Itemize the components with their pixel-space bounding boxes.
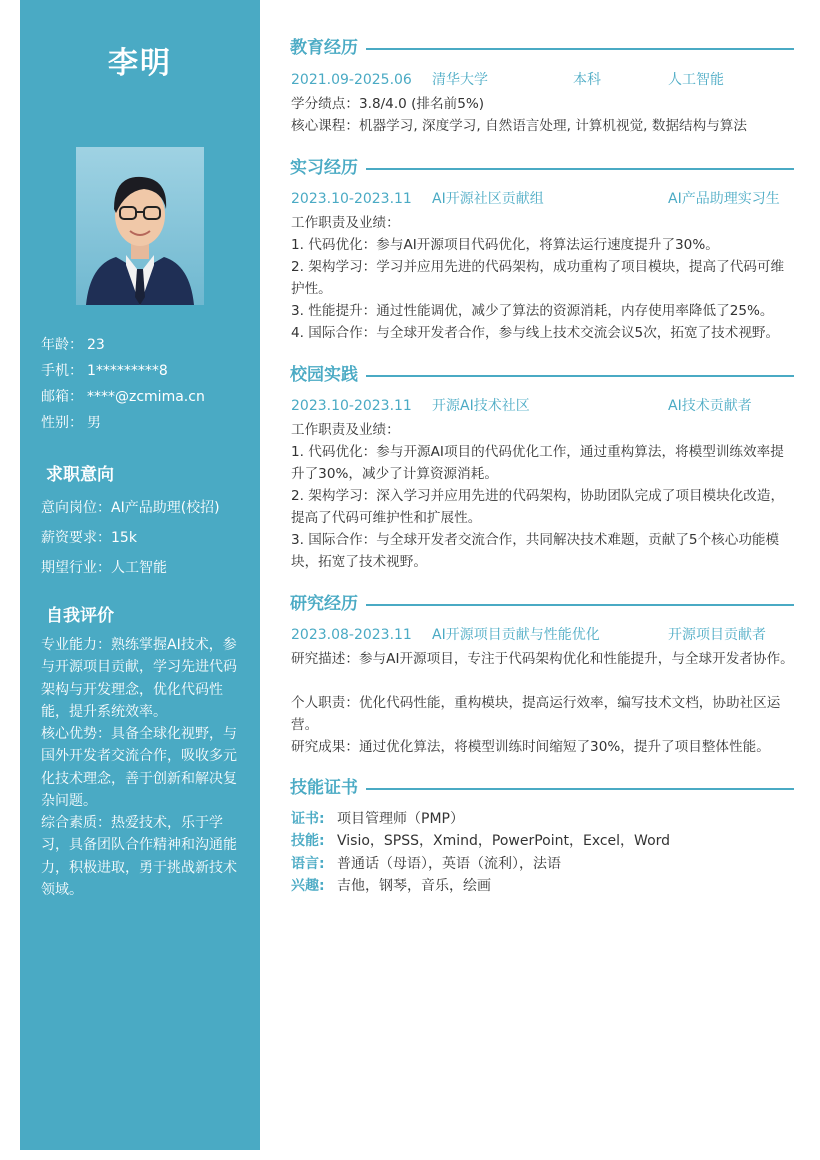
education-header bbox=[290, 36, 794, 60]
research-project: AI开源项目贡献与性能优化 bbox=[432, 627, 600, 643]
self-eval-title: 自我评价 bbox=[46, 606, 114, 626]
internship-header bbox=[290, 156, 794, 180]
profile-photo bbox=[76, 147, 204, 305]
research-line: 研究描述：参与AI开源项目，专注于代码架构优化和性能提升，与全球开发者协作。 bbox=[291, 651, 794, 667]
research-line: 研究成果：通过优化算法，将模型训练时间缩短了30%，提升了项目整体性能。 bbox=[291, 739, 770, 755]
skill-row-hobby: 兴趣: 吉他，钢琴，音乐，绘画 bbox=[291, 878, 491, 894]
intent-industry: 期望行业：人工智能 bbox=[41, 560, 167, 576]
internship-line: 3. 性能提升：通过性能调优，减少了算法的资源消耗，内存使用率降低了25%。 bbox=[291, 303, 774, 319]
internship-line: 4. 国际合作：与全球开发者合作，参与线上技术交流会议5次，拓宽了技术视野。 bbox=[291, 325, 780, 341]
section-title: 校园实践 bbox=[290, 363, 366, 387]
education-school: 清华大学 bbox=[432, 72, 488, 88]
sidebar bbox=[20, 0, 260, 1150]
intent-position: 意向岗位：AI产品助理(校招) bbox=[41, 500, 220, 516]
education-date: 2021.09-2025.06 bbox=[291, 72, 412, 88]
research-date: 2023.08-2023.11 bbox=[291, 627, 412, 643]
internship-date: 2023.10-2023.11 bbox=[291, 191, 412, 207]
campus-org: 开源AI技术社区 bbox=[432, 398, 530, 414]
education-gpa: 学分绩点：3.8/4.0 (排名前5%) bbox=[291, 96, 485, 112]
internship-org: AI开源社区贡献组 bbox=[432, 191, 544, 207]
self-eval-paragraph: 核心优势：具备全球化视野，与国外开发者交流合作，吸收多元化技术理念，善于创新和解决复杂问题。 bbox=[41, 726, 237, 809]
campus-line: 2. 架构学习：深入学习并应用先进的代码架构，协助团队完成了项目模块化改造，提高了代码可维护性和扩展性。 bbox=[291, 488, 785, 527]
research-line: 个人职责：优化代码性能，重构模块，提高运行效率，编写技术文档，协助社区运营。 bbox=[291, 695, 781, 734]
candidate-name: 李明 bbox=[108, 46, 172, 81]
skill-row-language: 语言: 普通话（母语），英语（流利），法语 bbox=[291, 856, 561, 872]
skill-row-tools: 技能: Visio，SPSS，Xmind，PowerPoint，Excel，Word bbox=[291, 833, 671, 849]
info-age: 年龄： 23 bbox=[41, 337, 105, 353]
campus-line: 工作职责及业绩： bbox=[291, 422, 400, 438]
self-eval-paragraph: 专业能力：熟练掌握AI技术，参与开源项目贡献，学习先进代码架构与开发理念，优化代码性能，提升系统效率。 bbox=[41, 637, 237, 720]
intent-title: 求职意向 bbox=[46, 465, 114, 485]
internship-line: 2. 架构学习：学习并应用先进的代码架构，成功重构了项目模块，提高了代码可维护性。 bbox=[291, 259, 785, 298]
section-title: 实习经历 bbox=[290, 156, 366, 180]
education-major: 人工智能 bbox=[668, 72, 724, 88]
section-title: 研究经历 bbox=[290, 592, 366, 616]
research-header bbox=[290, 592, 794, 616]
info-email: 邮箱： ****@zcmima.cn bbox=[41, 389, 205, 405]
campus-line: 1. 代码优化：参与开源AI项目的代码优化工作，通过重构算法，将模型训练效率提升了30%，减少了计算资源消耗。 bbox=[291, 444, 784, 483]
campus-role: AI技术贡献者 bbox=[668, 398, 752, 414]
skill-row-cert: 证书: 项目管理师（PMP） bbox=[291, 811, 464, 827]
info-phone: 手机： 1*********8 bbox=[41, 363, 168, 379]
campus-date: 2023.10-2023.11 bbox=[291, 398, 412, 414]
education-courses: 核心课程：机器学习, 深度学习, 自然语言处理, 计算机视觉, 数据结构与算法 bbox=[291, 118, 747, 134]
section-title: 教育经历 bbox=[290, 36, 366, 60]
intent-salary: 薪资要求：15k bbox=[41, 530, 137, 546]
info-gender: 性别： 男 bbox=[41, 415, 101, 431]
internship-line: 1. 代码优化：参与AI开源项目代码优化，将算法运行速度提升了30%。 bbox=[291, 237, 719, 253]
skills-header bbox=[290, 776, 794, 800]
internship-line: 工作职责及业绩： bbox=[291, 215, 400, 231]
campus-header bbox=[290, 363, 794, 387]
portrait-image bbox=[76, 147, 204, 305]
internship-role: AI产品助理实习生 bbox=[668, 191, 780, 207]
self-eval-paragraph: 综合素质：热爱技术，乐于学习，具备团队合作精神和沟通能力，积极进取，勇于挑战新技术领域。 bbox=[41, 815, 237, 898]
research-role: 开源项目贡献者 bbox=[668, 627, 766, 643]
education-degree: 本科 bbox=[573, 72, 601, 88]
section-title: 技能证书 bbox=[290, 776, 366, 800]
campus-line: 3. 国际合作：与全球开发者交流合作，共同解决技术难题，贡献了5个核心功能模块，拓宽了技术视野。 bbox=[291, 532, 780, 571]
